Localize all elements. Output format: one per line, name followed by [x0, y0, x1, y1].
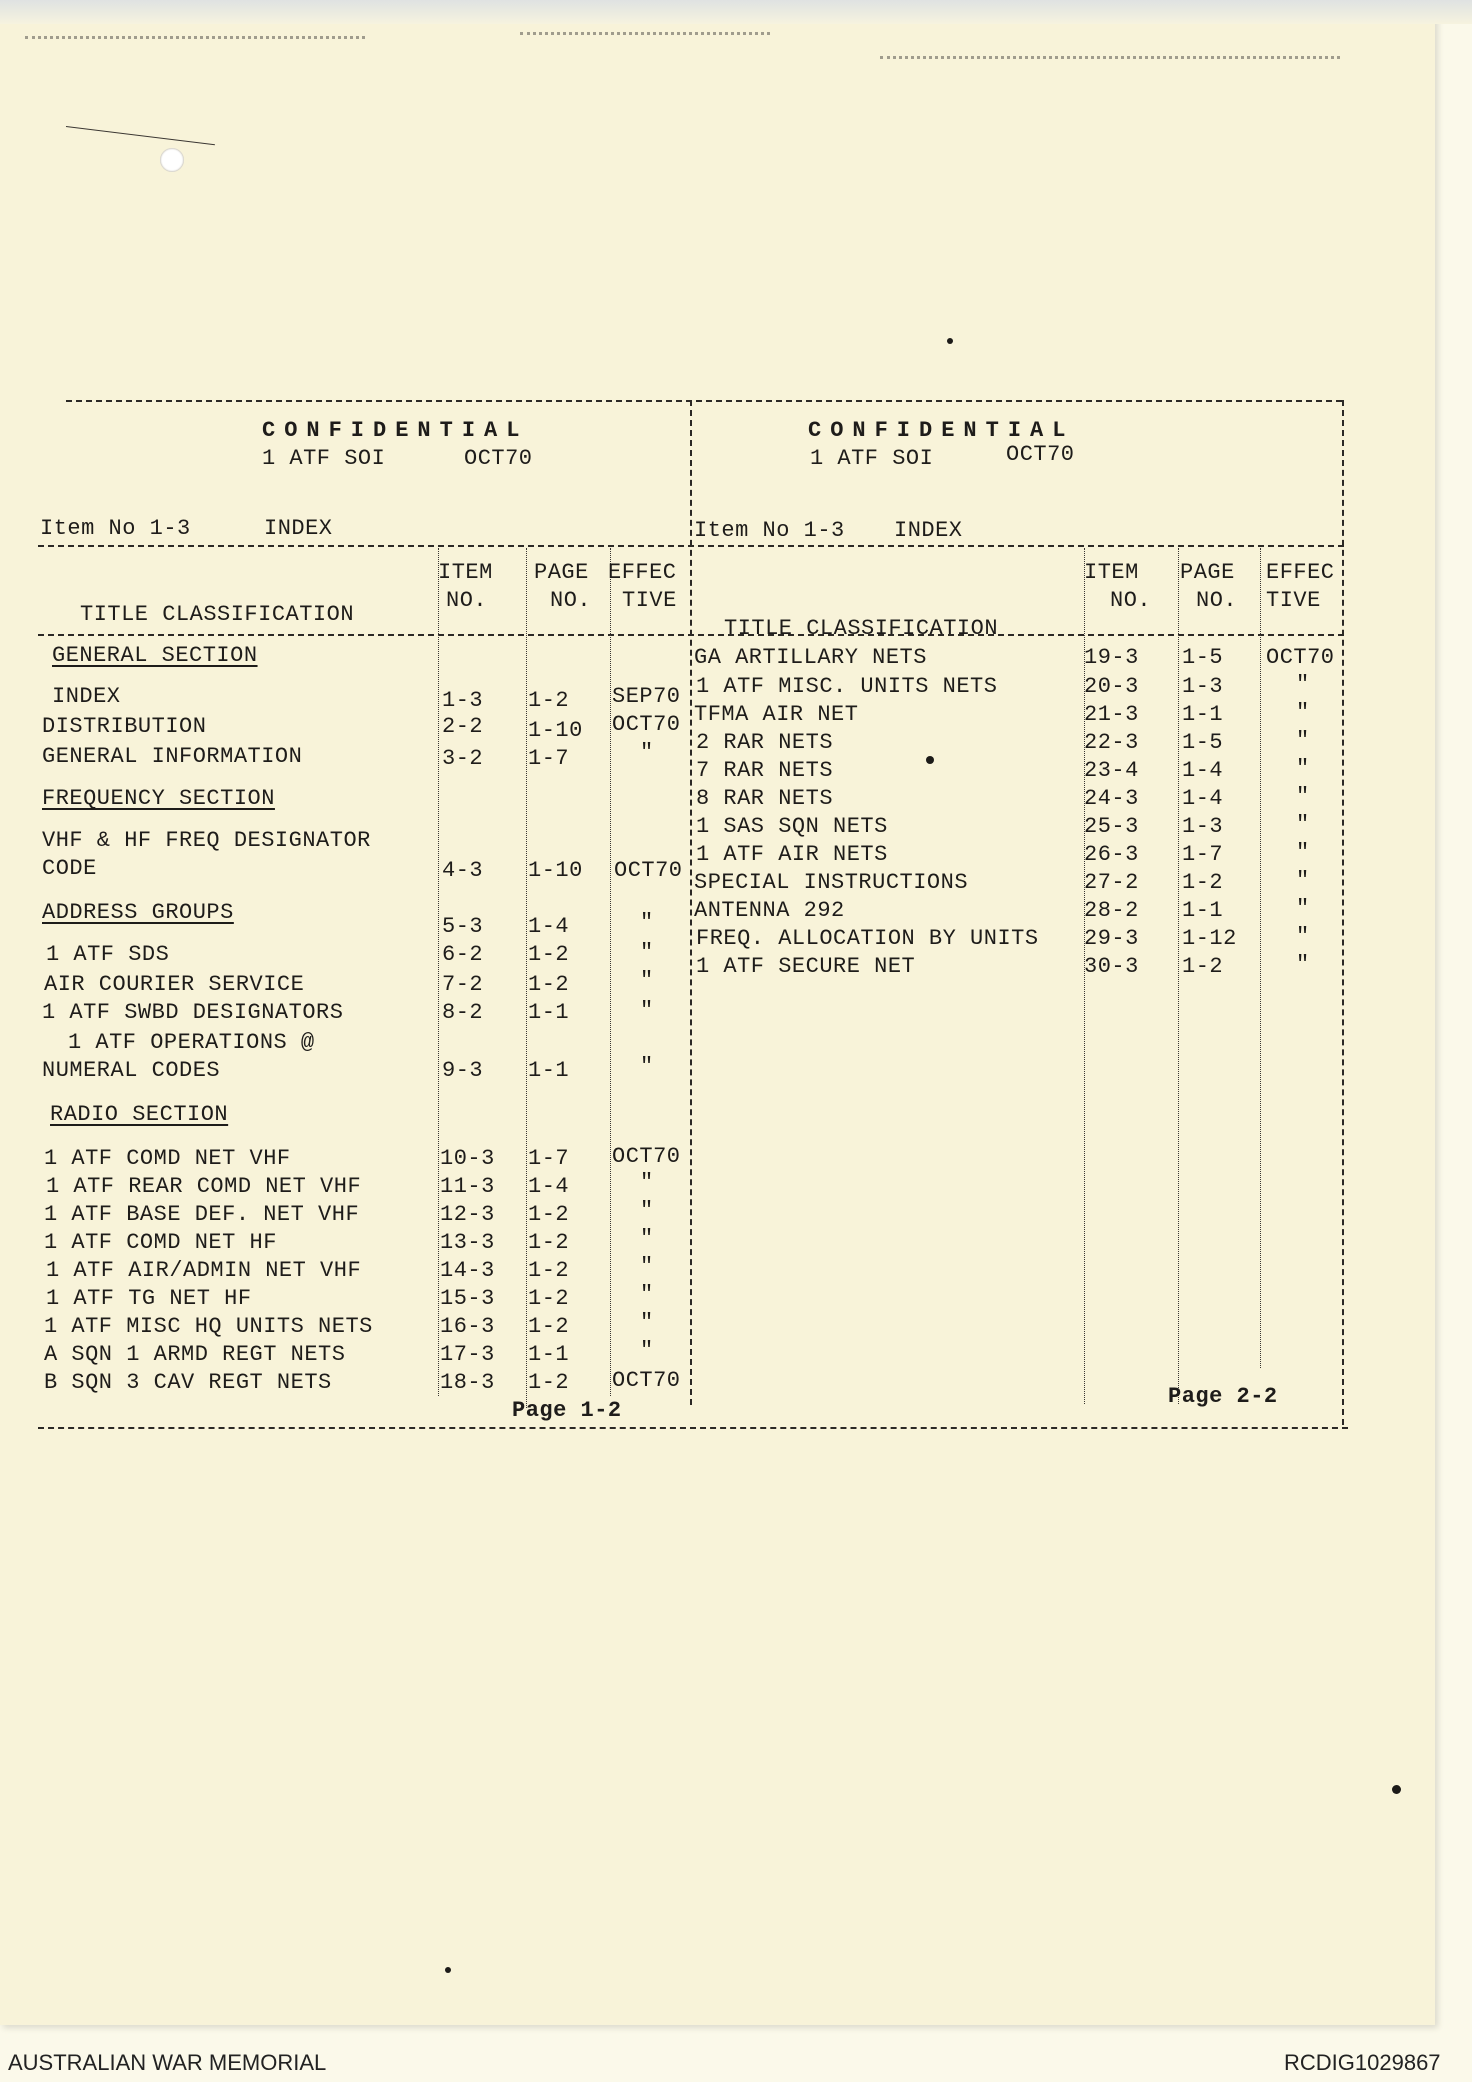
left-row-title: CODE — [42, 856, 97, 881]
left-row-item: 8-2 — [442, 1000, 484, 1025]
left-row-effective: " — [640, 1054, 654, 1079]
left-row-effective: " — [640, 740, 654, 765]
left-row-effective: " — [640, 1338, 654, 1363]
right-confidential-heading: CONFIDENTIAL — [808, 418, 1075, 443]
left-row-effective: " — [640, 1310, 654, 1335]
ink-speck — [1392, 1785, 1401, 1794]
left-row-title: GENERAL INFORMATION — [42, 744, 303, 769]
right-row-effective: " — [1296, 952, 1310, 977]
right-row-item: 19-3 — [1084, 645, 1139, 670]
left-row-effective: OCT70 — [612, 1144, 681, 1169]
left-row-title: 1 ATF REAR COMD NET VHF — [46, 1174, 362, 1199]
right-row-effective: " — [1296, 812, 1310, 837]
left-row-page: 1-10 — [528, 858, 583, 883]
left-row-title: 1 ATF COMD NET HF — [44, 1230, 277, 1255]
left-row-item: 13-3 — [440, 1230, 495, 1255]
left-row-effective: " — [640, 1226, 654, 1251]
left-row-item: 1-3 — [442, 688, 484, 713]
right-row-title: 1 ATF MISC. UNITS NETS — [696, 674, 998, 699]
right-row-effective: " — [1296, 868, 1310, 893]
left-row-page: 1-2 — [528, 972, 570, 997]
right-col-divider — [1178, 548, 1179, 1404]
left-row-item: 18-3 — [440, 1370, 495, 1395]
right-row-page: 1-4 — [1182, 786, 1224, 811]
left-row-title: INDEX — [52, 684, 121, 709]
right-row-title: 8 RAR NETS — [696, 786, 834, 811]
left-row-title: 1 ATF MISC HQ UNITS NETS — [44, 1314, 373, 1339]
left-row-effective: OCT70 — [614, 858, 683, 883]
left-row-item: 3-2 — [442, 746, 484, 771]
right-row-effective: " — [1296, 756, 1310, 781]
left-col-item-header-2: NO. — [446, 588, 488, 613]
left-row-page: 1-1 — [528, 1342, 570, 1367]
right-row-item: 27-2 — [1084, 870, 1139, 895]
right-row-title: GA ARTILLARY NETS — [694, 645, 927, 670]
right-row-effective: " — [1296, 728, 1310, 753]
right-row-title: 1 SAS SQN NETS — [696, 814, 888, 839]
right-row-title: ANTENNA 292 — [694, 898, 845, 923]
left-row-page: 1-4 — [528, 914, 570, 939]
left-row-page: 1-10 — [528, 718, 583, 743]
right-row-item: 25-3 — [1084, 814, 1139, 839]
left-row-page: 1-4 — [528, 1174, 570, 1199]
left-row-page: 1-7 — [528, 1146, 570, 1171]
left-row-page: 1-2 — [528, 1286, 570, 1311]
left-index-label: INDEX — [264, 516, 333, 541]
left-row-page: 1-7 — [528, 746, 570, 771]
left-row-item: 16-3 — [440, 1314, 495, 1339]
left-row-title: 1 ATF COMD NET VHF — [44, 1146, 291, 1171]
right-row-effective: " — [1296, 672, 1310, 697]
left-row-item: 15-3 — [440, 1286, 495, 1311]
left-col-divider — [438, 548, 439, 1396]
left-row-page: 1-2 — [528, 942, 570, 967]
left-row-effective: " — [640, 1170, 654, 1195]
left-row-effective: " — [640, 998, 654, 1023]
left-row-page: 1-2 — [528, 1258, 570, 1283]
left-row-title: 1 ATF TG NET HF — [46, 1286, 252, 1311]
left-col-effective-header-2: TIVE — [622, 588, 677, 613]
left-row-title: A SQN 1 ARMD REGT NETS — [44, 1342, 346, 1367]
right-row-page: 1-2 — [1182, 870, 1224, 895]
left-page-number: Page 1-2 — [512, 1398, 622, 1423]
left-confidential-heading: CONFIDENTIAL — [262, 418, 529, 443]
left-row-item: 7-2 — [442, 972, 484, 997]
right-row-title: 2 RAR NETS — [696, 730, 834, 755]
left-row-item: 11-3 — [440, 1174, 495, 1199]
right-row-item: 28-2 — [1084, 898, 1139, 923]
right-row-page: 1-12 — [1182, 926, 1237, 951]
right-col-title-header: TITLE CLASSIFICATION — [724, 616, 999, 641]
right-row-page: 1-1 — [1182, 898, 1224, 923]
left-row-title: AIR COURIER SERVICE — [44, 972, 305, 997]
left-row-effective: OCT70 — [612, 1368, 681, 1393]
right-row-effective: " — [1296, 700, 1310, 725]
right-row-title: 1 ATF AIR NETS — [696, 842, 888, 867]
left-col-page-header-2: NO. — [550, 588, 592, 613]
right-col-page-header-2: NO. — [1196, 588, 1238, 613]
left-row-page: 1-2 — [528, 1370, 570, 1395]
right-row-item: 30-3 — [1084, 954, 1139, 979]
left-row-effective: SEP70 — [612, 684, 681, 709]
left-row-item: 4-3 — [442, 858, 484, 883]
left-row-item: 9-3 — [442, 1058, 484, 1083]
right-soi-date: OCT70 — [1006, 442, 1075, 467]
left-row-title: ADDRESS GROUPS — [42, 900, 234, 925]
left-row-effective: " — [640, 1254, 654, 1279]
right-row-page: 1-5 — [1182, 730, 1224, 755]
left-row-page: 1-1 — [528, 1058, 570, 1083]
left-soi-date: OCT70 — [464, 446, 533, 471]
right-item-number: Item No 1-3 — [694, 518, 845, 543]
left-col-title-header: TITLE CLASSIFICATION — [80, 602, 355, 627]
right-row-item: 29-3 — [1084, 926, 1139, 951]
right-row-page: 1-3 — [1182, 814, 1224, 839]
right-col-page-header: PAGE — [1180, 560, 1235, 585]
right-index-label: INDEX — [894, 518, 963, 543]
right-row-page: 1-4 — [1182, 758, 1224, 783]
left-row-title: 1 ATF OPERATIONS @ — [68, 1030, 315, 1055]
right-row-title: SPECIAL INSTRUCTIONS — [694, 870, 969, 895]
panel-divider — [690, 400, 692, 1405]
left-row-item: 17-3 — [440, 1342, 495, 1367]
top-rule — [66, 400, 1342, 402]
left-col-divider — [526, 548, 527, 1408]
right-row-effective: " — [1296, 784, 1310, 809]
right-row-page: 1-2 — [1182, 954, 1224, 979]
left-row-title: FREQUENCY SECTION — [42, 786, 275, 811]
right-col-item-header: ITEM — [1084, 560, 1139, 585]
left-row-title: 1 ATF AIR/ADMIN NET VHF — [46, 1258, 362, 1283]
left-soi-title: 1 ATF SOI — [262, 446, 386, 471]
right-row-item: 21-3 — [1084, 702, 1139, 727]
right-row-title: TFMA AIR NET — [694, 702, 859, 727]
left-row-item: 12-3 — [440, 1202, 495, 1227]
left-row-title: RADIO SECTION — [50, 1102, 229, 1127]
right-col-effective-header-2: TIVE — [1266, 588, 1321, 613]
left-row-title: NUMERAL CODES — [42, 1058, 221, 1083]
left-row-item: 6-2 — [442, 942, 484, 967]
right-row-effective: OCT70 — [1266, 645, 1335, 670]
left-row-title: 1 ATF SWBD DESIGNATORS — [42, 1000, 344, 1025]
left-row-effective: " — [640, 1282, 654, 1307]
left-item-number: Item No 1-3 — [40, 516, 191, 541]
right-soi-title: 1 ATF SOI — [810, 446, 934, 471]
left-row-page: 1-2 — [528, 688, 570, 713]
right-row-title: 1 ATF SECURE NET — [696, 954, 916, 979]
right-row-page: 1-3 — [1182, 674, 1224, 699]
left-row-title: GENERAL SECTION — [52, 643, 258, 668]
right-col-item-header-2: NO. — [1110, 588, 1152, 613]
left-col-divider — [610, 548, 611, 1396]
left-row-title: 1 ATF BASE DEF. NET VHF — [44, 1202, 360, 1227]
left-row-item: 14-3 — [440, 1258, 495, 1283]
archive-credit: AUSTRALIAN WAR MEMORIAL — [8, 2050, 327, 2075]
left-row-item: 5-3 — [442, 914, 484, 939]
left-row-title: B SQN 3 CAV REGT NETS — [44, 1370, 332, 1395]
right-row-item: 20-3 — [1084, 674, 1139, 699]
left-row-page: 1-1 — [528, 1000, 570, 1025]
ink-speck — [445, 1967, 451, 1973]
left-row-title: 1 ATF SDS — [46, 942, 170, 967]
right-col-divider — [1260, 548, 1261, 1368]
right-row-page: 1-7 — [1182, 842, 1224, 867]
left-col-effective-header: EFFEC — [608, 560, 677, 585]
right-row-effective: " — [1296, 840, 1310, 865]
left-row-title: DISTRIBUTION — [42, 714, 207, 739]
left-row-effective: " — [640, 968, 654, 993]
right-page-number: Page 2-2 — [1168, 1384, 1278, 1409]
right-row-effective: " — [1296, 924, 1310, 949]
left-row-effective: OCT70 — [612, 712, 681, 737]
right-row-effective: " — [1296, 896, 1310, 921]
right-border — [1342, 400, 1344, 1425]
left-row-effective: " — [640, 1198, 654, 1223]
right-row-page: 1-1 — [1182, 702, 1224, 727]
right-row-item: 22-3 — [1084, 730, 1139, 755]
left-row-item: 10-3 — [440, 1146, 495, 1171]
left-row-title: VHF & HF FREQ DESIGNATOR — [42, 828, 371, 853]
right-row-title: FREQ. ALLOCATION BY UNITS — [696, 926, 1039, 951]
right-row-item: 24-3 — [1084, 786, 1139, 811]
archive-reference: RCDIG1029867 — [1284, 2050, 1441, 2075]
left-row-page: 1-2 — [528, 1314, 570, 1339]
right-col-effective-header: EFFEC — [1266, 560, 1335, 585]
left-row-item: 2-2 — [442, 714, 484, 739]
right-row-title: 7 RAR NETS — [696, 758, 834, 783]
left-row-effective: " — [640, 910, 654, 935]
right-row-item: 23-4 — [1084, 758, 1139, 783]
left-col-item-header: ITEM — [438, 560, 493, 585]
left-row-page: 1-2 — [528, 1202, 570, 1227]
right-row-item: 26-3 — [1084, 842, 1139, 867]
bottom-rule — [38, 1427, 1348, 1429]
right-row-page: 1-5 — [1182, 645, 1224, 670]
left-row-effective: " — [640, 940, 654, 965]
left-col-page-header: PAGE — [534, 560, 589, 585]
left-row-page: 1-2 — [528, 1230, 570, 1255]
